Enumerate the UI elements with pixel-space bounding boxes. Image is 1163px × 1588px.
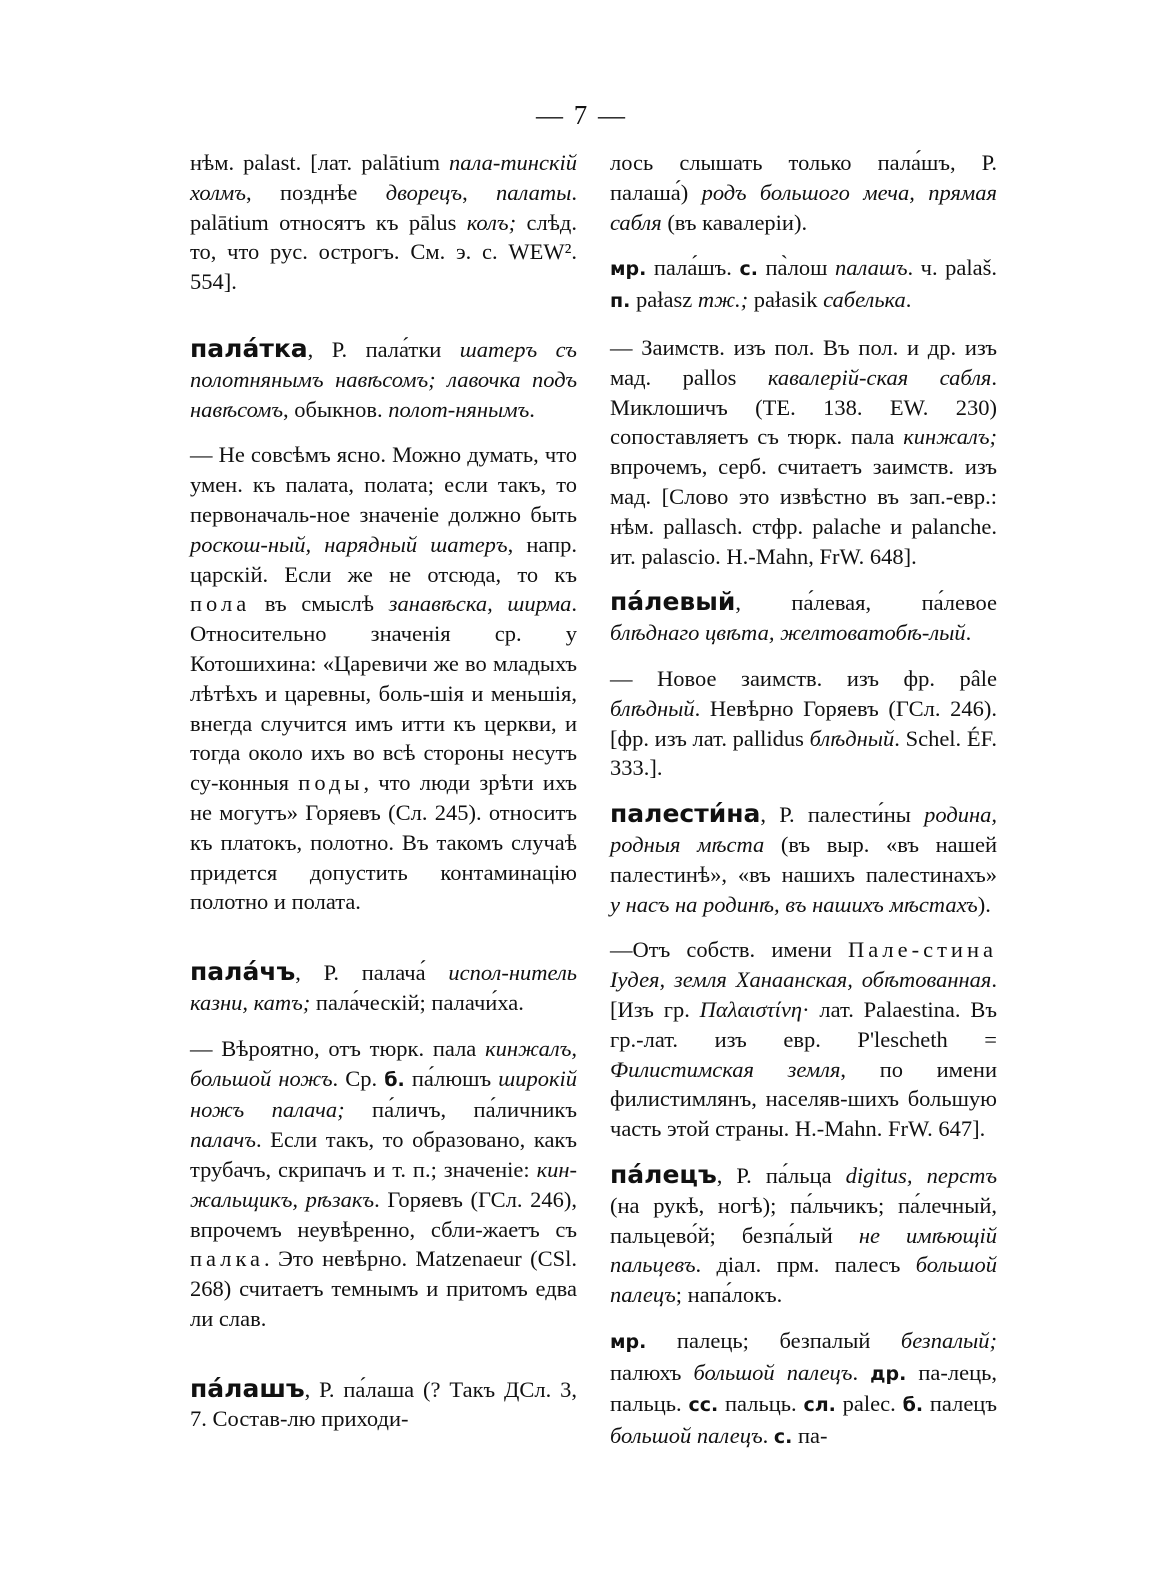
page-number: — 7 — bbox=[536, 100, 627, 130]
italic-gloss: дворецъ bbox=[385, 179, 463, 205]
text-segment: . palātium относятъ къ pālus bbox=[190, 179, 577, 235]
entry-palash-cognates bbox=[610, 253, 997, 317]
text-segment: , Р. палести́ны bbox=[760, 802, 925, 828]
text-segment: , позднѣе bbox=[245, 179, 386, 205]
text-segment: . Невѣрно Горяевъ (ГСл. 246). [фр. изъ лат. pallidus bbox=[610, 695, 997, 751]
text-segment: па- bbox=[792, 1423, 828, 1449]
italic-gloss: кинжалъ, большой ножъ bbox=[190, 1035, 577, 1091]
italic-gloss: палачъ bbox=[190, 1127, 256, 1153]
language-label: п. bbox=[610, 290, 631, 313]
text-segment: лось слышать только пала́шъ, Р. палаша́) bbox=[610, 150, 997, 205]
italic-gloss: digitus, перстъ bbox=[845, 1162, 997, 1188]
text-segment: ; напа́локъ. bbox=[675, 1282, 783, 1308]
italic-gloss: большой палецъ bbox=[610, 1423, 763, 1449]
text-segment: , Р. па́льца bbox=[716, 1162, 846, 1188]
text-segment: . bbox=[762, 1423, 774, 1449]
text-segment: , обыкнов. bbox=[283, 396, 389, 422]
text-segment: . bbox=[905, 287, 912, 313]
text-segment: палюхъ bbox=[610, 1359, 694, 1385]
text-segment: (въ кавалеріи). bbox=[661, 209, 808, 235]
text-segment: , bbox=[462, 179, 497, 205]
entry-palatka-etymology bbox=[190, 440, 577, 917]
text-segment: · лат. Palaestina. Въ гр.-лат. изъ евр. P'lescheth = bbox=[610, 996, 997, 1052]
text-segment: —Отъ собств. имени bbox=[610, 937, 848, 963]
text-segment: . Относительно значенія ср. у Котошихина: «Царевичи же во младыхъ лѣтѣхъ и царевны, боль-шія и меньшія, внегда случится имъ итти къ церкви, и тогда около ихъ во всѣ стороны несутъ су-конныя bbox=[190, 591, 577, 796]
text-segment: , по имени филистимлянъ, населяв-шихъ большую часть этой страны. H.-Mahn. FrW. 647]. bbox=[610, 1056, 997, 1142]
text-segment: — Заимств. изъ пол. Въ пол. и др. изъ мад. pallos bbox=[610, 334, 997, 390]
text-segment: . Schel. ÉF. 333.]. bbox=[610, 725, 997, 781]
text-segment: па̀лош bbox=[757, 255, 836, 281]
text-segment: — Новое заимств. изъ фр. pâle bbox=[610, 665, 997, 691]
italic-gloss: не имѣющій пальцевъ bbox=[610, 1222, 997, 1278]
text-segment: палецъ bbox=[923, 1391, 997, 1417]
text-segment: . bbox=[852, 1359, 871, 1385]
text-segment: , что люди зрѣти ихъ не могутъ» Горяевъ (Сл. 245). относитъ къ платокъ, полотно. Въ такомъ случаѣ придется допустить контаминацію полотно и полата. bbox=[190, 770, 577, 915]
entry-palash-headword bbox=[190, 1374, 577, 1435]
italic-gloss: безпалый; bbox=[900, 1327, 997, 1353]
italic-gloss: полот-нянымъ bbox=[388, 396, 530, 422]
text-segment: . Ср. bbox=[332, 1065, 385, 1091]
text-segment: palec. bbox=[835, 1391, 903, 1417]
entry-palash-etymology bbox=[610, 333, 997, 571]
italic-gloss: палаты bbox=[496, 179, 572, 205]
entry-palets-cognates bbox=[610, 1326, 997, 1453]
text-segment: . діал. прм. палесъ bbox=[695, 1252, 916, 1278]
italic-gloss: колъ; bbox=[466, 209, 517, 235]
language-label: мр. bbox=[610, 1330, 647, 1353]
text-segment: , напр. царскій. Если же не отсюда, то къ bbox=[190, 531, 577, 587]
text-segment: па́личъ, па́личникъ bbox=[344, 1097, 577, 1123]
text-segment: нѣм. palast. [лат. palātium bbox=[190, 150, 449, 175]
italic-gloss: роскош-ный, нарядный шатеръ bbox=[190, 531, 508, 557]
entry-palestina-etymology bbox=[610, 935, 997, 1144]
text-segment: въ смыслѣ bbox=[250, 591, 389, 617]
text-segment: пальць. bbox=[718, 1391, 804, 1417]
left-column bbox=[190, 148, 577, 1434]
text-segment: , па́левая, па́левое bbox=[735, 590, 997, 616]
entry-palash-continuation bbox=[610, 148, 997, 237]
italic-gloss: широкій ножъ палача; bbox=[190, 1065, 577, 1123]
italic-gloss: родъ большого меча, прямая сабля bbox=[610, 179, 997, 235]
headword: пала́чъ bbox=[190, 957, 296, 987]
spaced-word: палка bbox=[190, 1246, 265, 1272]
entry-palestina-headword bbox=[610, 799, 997, 919]
language-label: др. bbox=[870, 1362, 907, 1385]
text-segment: ). bbox=[977, 891, 991, 917]
text-segment: , Р. па́лаша (? Такъ ДСл. 3, 7. Состав-лю приходи- bbox=[190, 1376, 577, 1432]
text-segment: . [Изъ гр. bbox=[610, 967, 997, 1022]
text-segment: pałasik bbox=[748, 287, 824, 313]
language-label: сл. bbox=[803, 1394, 836, 1417]
italic-gloss: кинжалъ; bbox=[903, 424, 997, 450]
text-segment: — Вѣроятно, отъ тюрк. пала bbox=[190, 1035, 486, 1061]
language-label: б. bbox=[384, 1068, 405, 1091]
entry-palach-etymology bbox=[190, 1034, 577, 1334]
right-column bbox=[610, 148, 997, 1453]
language-label: с. bbox=[773, 1426, 793, 1449]
text-segment: . Миклошичъ (ТЕ. 138. EW. 230) сопоставляетъ съ тюрк. пала bbox=[610, 364, 997, 450]
italic-gloss: Іудея, земля Ханаанская, обѣтованная bbox=[610, 967, 992, 993]
language-label: с. bbox=[739, 258, 758, 281]
text-segment: палець; безпалый bbox=[646, 1327, 901, 1353]
italic-gloss: большой палецъ bbox=[693, 1359, 853, 1385]
italic-gloss: родина, родныя мѣста bbox=[610, 802, 997, 857]
headword: па́лецъ bbox=[610, 1159, 717, 1189]
italic-gloss: блѣдный bbox=[610, 695, 695, 721]
language-label: мр. bbox=[610, 258, 647, 281]
italic-gloss: пала-тинскій холмъ bbox=[190, 150, 577, 205]
italic-gloss: Филистимская земля bbox=[610, 1056, 841, 1082]
text-segment: па́люшъ bbox=[404, 1065, 499, 1091]
text-segment: . bbox=[529, 396, 535, 422]
text-segment: пала́ческій; палачи́ха. bbox=[310, 989, 524, 1015]
headword: па́лашъ bbox=[190, 1373, 305, 1403]
headword: пала́тка bbox=[190, 333, 308, 363]
italic-gloss: Παλαιστίνη bbox=[699, 996, 803, 1022]
italic-gloss: у насъ на родинѣ, въ нашихъ мѣстахъ bbox=[610, 891, 978, 917]
headword: па́левый bbox=[610, 587, 736, 617]
italic-gloss: палашъ bbox=[835, 255, 908, 281]
italic-gloss: блѣднаго цвѣта, желтоватобѣ-лый bbox=[610, 620, 966, 646]
text-segment: , Р. пала́тки bbox=[307, 336, 460, 362]
entry-continuation bbox=[190, 148, 577, 297]
italic-gloss: кавалерій-ская сабля bbox=[767, 364, 992, 390]
text-segment: слѣд. то, что рус. острогъ. См. э. с. WEW². 554]. bbox=[190, 209, 577, 295]
italic-gloss: испол-нитель казни, катъ; bbox=[190, 960, 577, 1015]
text-segment: . Если такъ, то образовано, какъ трубачъ, скрипачъ и т. п.; значеніе: bbox=[190, 1127, 577, 1182]
text-segment: . Горяевъ (ГСл. 246), впрочемъ неувѣренно, сбли-жаетъ съ bbox=[190, 1186, 578, 1242]
italic-gloss: занавѣска, ширма bbox=[388, 591, 572, 617]
text-segment: — Не совсѣмъ ясно. Можно думать, что умен. къ палата, полата; если такъ, то первоначаль-ное значеніе должно быть bbox=[190, 442, 577, 527]
text-segment: . ч. palaš. bbox=[907, 255, 998, 281]
spaced-word: поды bbox=[298, 770, 364, 796]
italic-gloss: шатеръ съ полотнянымъ навѣсомъ; лавочка подъ навѣсомъ bbox=[190, 336, 577, 422]
text-segment: , Р. палача́ bbox=[295, 960, 449, 986]
text-segment: (въ выр. «въ нашей палестинѣ», «въ нашихъ палестинахъ» bbox=[610, 831, 997, 887]
entry-palets-headword bbox=[610, 1160, 997, 1310]
text-segment: па-лець, пальць. bbox=[610, 1359, 998, 1417]
text-segment: pałasz bbox=[630, 287, 698, 313]
language-label: сс. bbox=[688, 1394, 719, 1417]
italic-gloss: кин-жальщикъ, рѣзакъ bbox=[190, 1156, 577, 1212]
spaced-word: Пале-стина bbox=[847, 937, 997, 963]
italic-gloss: сабелька bbox=[823, 287, 906, 313]
italic-gloss: тж.; bbox=[697, 287, 749, 313]
italic-gloss: большой палецъ bbox=[610, 1252, 997, 1308]
italic-gloss: блѣдный bbox=[809, 725, 895, 751]
entry-palatka-headword bbox=[190, 334, 577, 424]
entry-palevyi-headword bbox=[610, 587, 997, 648]
text-segment: . Это невѣрно. Matzenaeur (CSl. 268) считаетъ темнымъ и притомъ едва ли слав. bbox=[190, 1246, 577, 1331]
text-segment: впрочемъ, серб. считаетъ заимств. изъ мад. [Слово это извѣстно въ зап.-евр.: нѣм. pallasch. стфр. palache и palanche. ит. palascio. H.-Mahn, FrW. 648]. bbox=[610, 454, 997, 569]
headword: палести́на bbox=[610, 799, 761, 829]
text-segment: . bbox=[965, 620, 972, 646]
text-segment: пала́шъ. bbox=[646, 255, 740, 281]
entry-palach-headword bbox=[190, 957, 577, 1018]
language-label: б. bbox=[902, 1394, 924, 1417]
text-segment: (на рукѣ, ногѣ); па́льчикъ; па́лечный, пальцево́й; безпа́лый bbox=[610, 1192, 997, 1248]
entry-palevyi-etymology bbox=[610, 664, 997, 783]
spaced-word: пола bbox=[190, 591, 251, 617]
